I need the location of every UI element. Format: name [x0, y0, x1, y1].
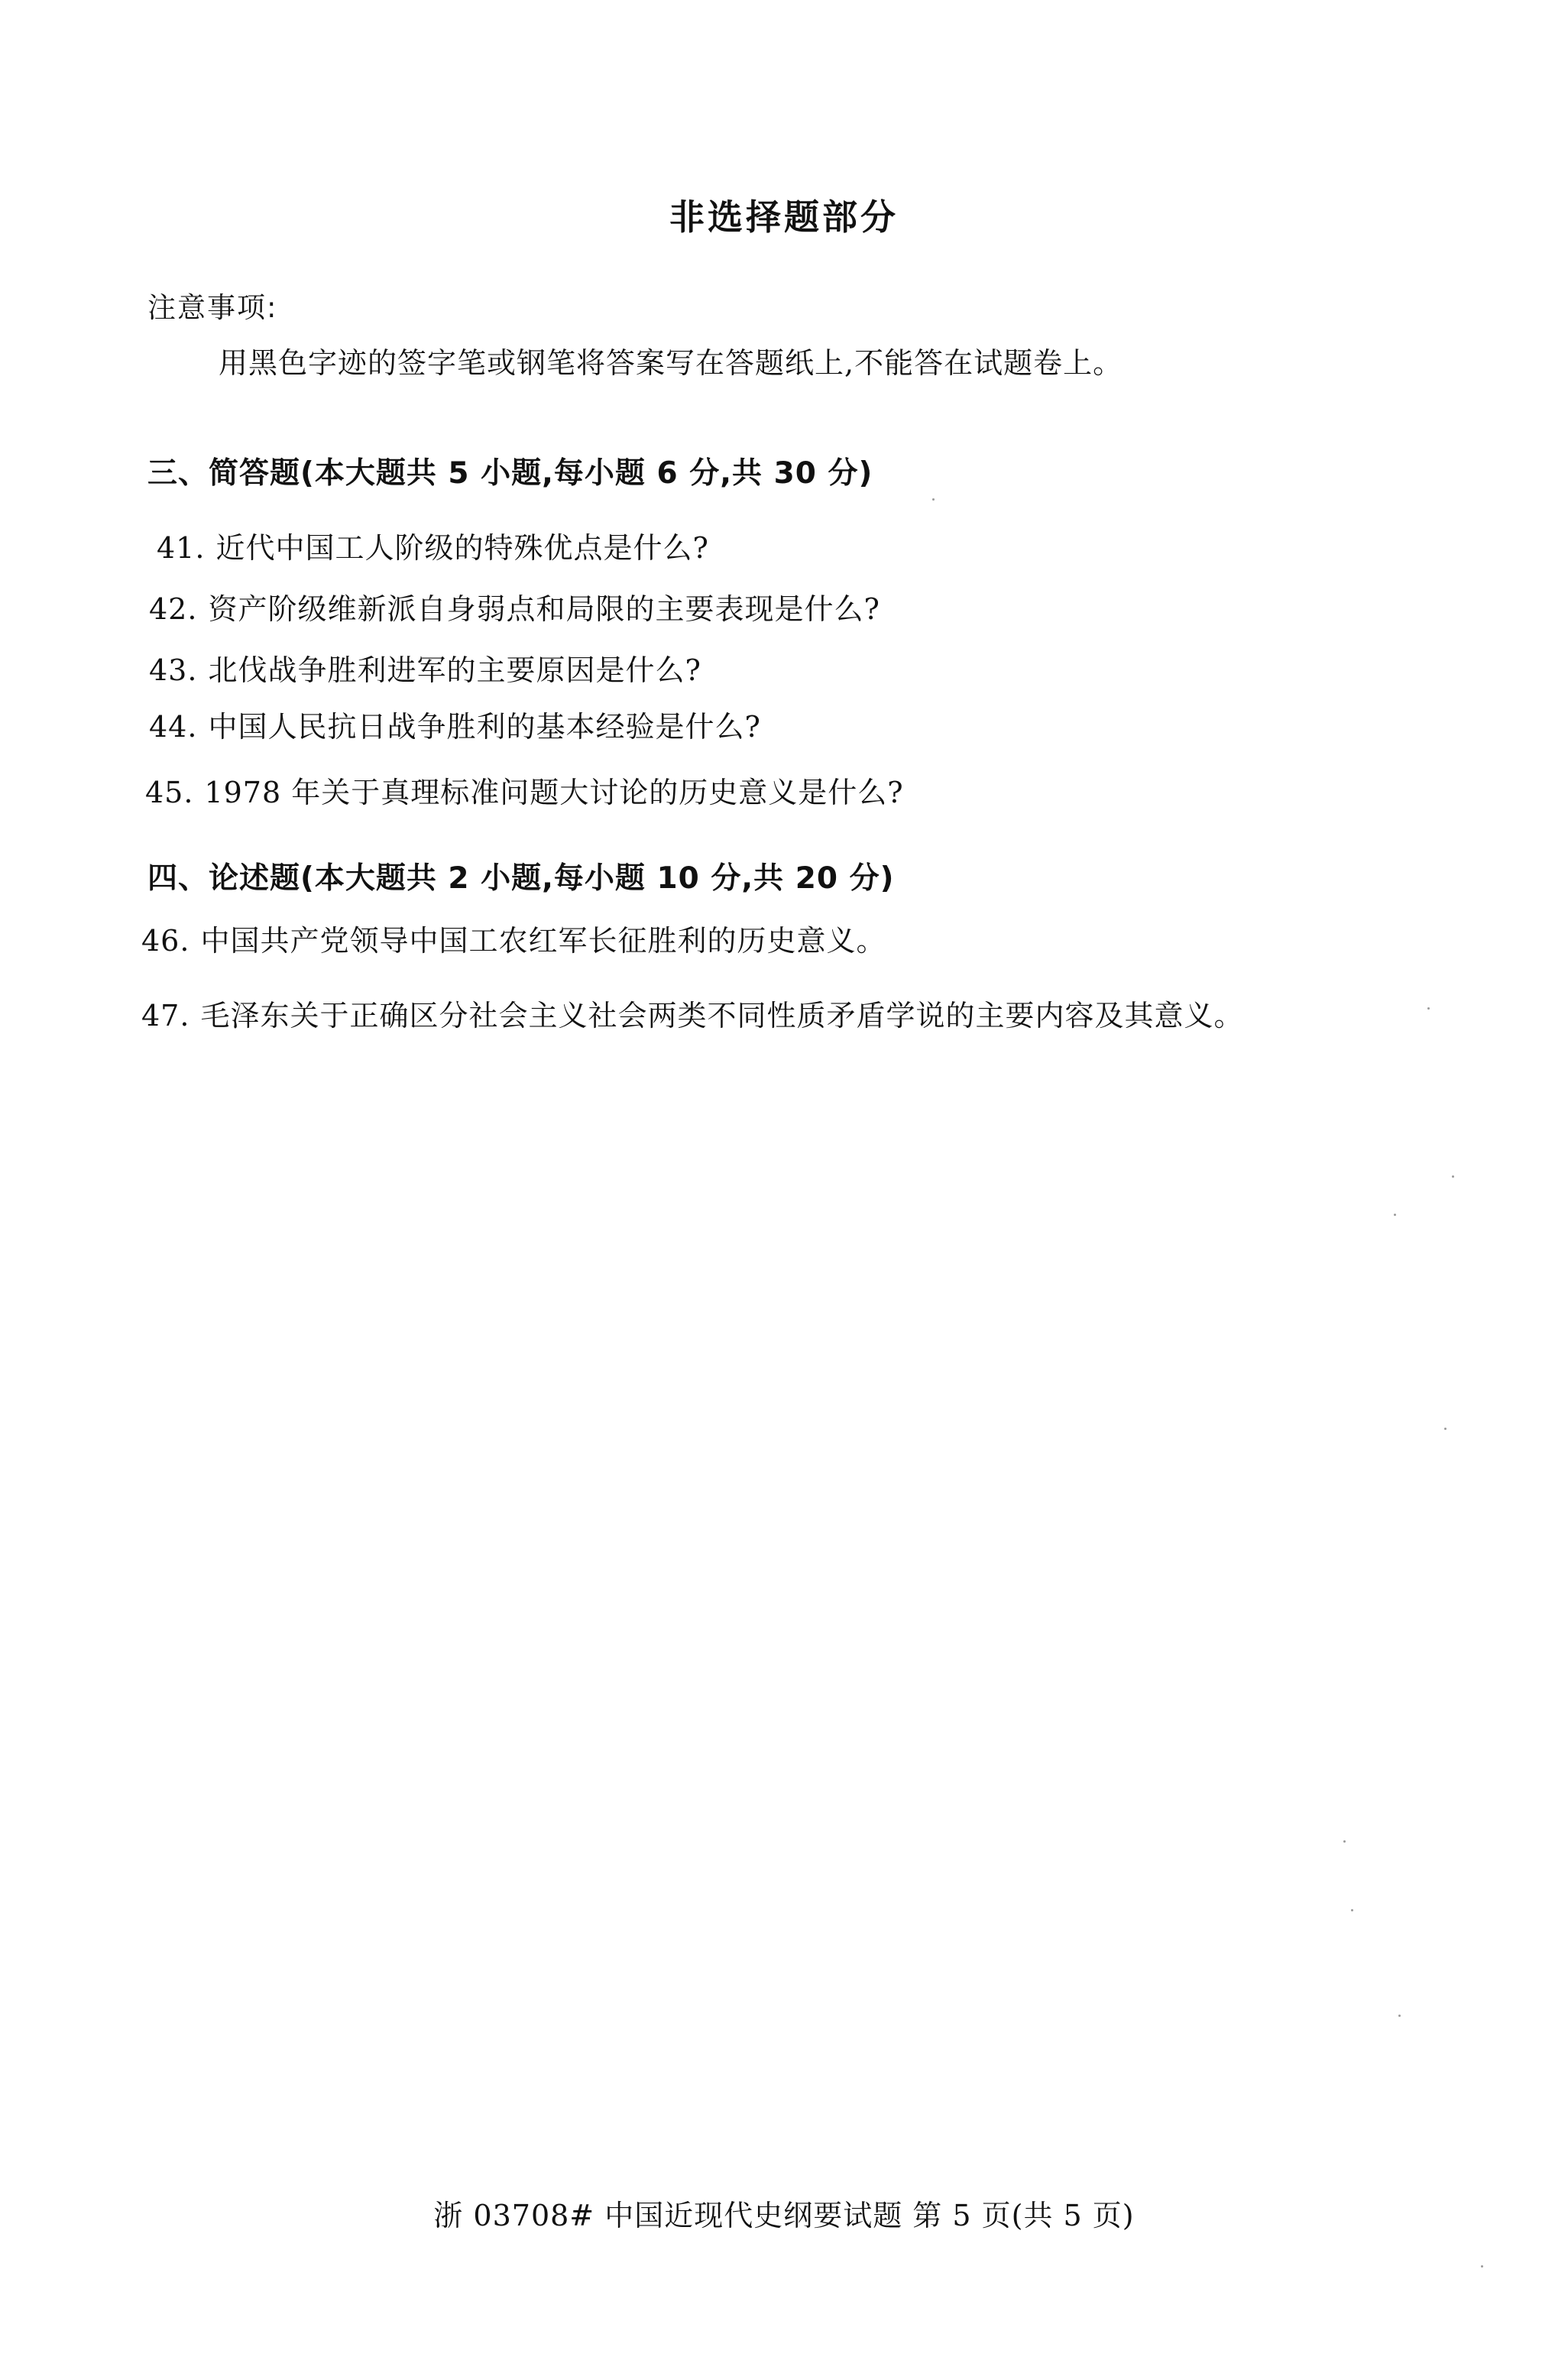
scan-speck	[1452, 1175, 1454, 1178]
question-44	[149, 703, 761, 745]
section-heading-essay: 四、论述题(本大题共 2 小题,每小题 10 分,共 20 分)	[147, 861, 895, 896]
scan-speck	[1427, 1007, 1430, 1010]
scan-speck	[1444, 1428, 1447, 1430]
section-heading-short-answer: 三、简答题(本大题共 5 小题,每小题 6 分,共 30 分)	[147, 456, 873, 491]
page-footer: 浙 03708# 中国近现代史纲要试题 第 5 页(共 5 页)	[433, 2199, 1135, 2232]
page-title: 非选择题部分	[669, 196, 899, 238]
scan-speck	[1398, 2015, 1401, 2017]
question-number: 47.	[141, 999, 190, 1033]
question-42	[149, 585, 880, 627]
question-46	[141, 917, 886, 959]
scan-speck	[1481, 2265, 1483, 2268]
question-43	[149, 647, 701, 689]
question-text: 北伐战争胜利进军的主要原因是什么?	[208, 653, 701, 687]
scan-speck	[932, 498, 935, 501]
scan-speck	[1394, 1214, 1396, 1216]
question-text: 中国共产党领导中国工农红军长征胜利的历史意义。	[200, 924, 886, 958]
scan-speck	[1351, 1909, 1353, 1911]
question-41	[157, 524, 709, 566]
question-text: 近代中国工人阶级的特殊优点是什么?	[215, 531, 709, 565]
question-47	[141, 992, 1243, 1034]
question-number: 41.	[157, 531, 206, 565]
notice-label: 注意事项:	[147, 291, 278, 324]
question-number: 45.	[145, 776, 194, 809]
question-text: 1978 年关于真理标准问题大讨论的历史意义是什么?	[204, 776, 904, 809]
question-number: 44.	[149, 710, 198, 744]
question-number: 42.	[149, 592, 198, 626]
question-text: 资产阶级维新派自身弱点和局限的主要表现是什么?	[208, 592, 880, 626]
question-text: 毛泽东关于正确区分社会主义社会两类不同性质矛盾学说的主要内容及其意义。	[200, 999, 1244, 1033]
scan-speck	[1343, 1840, 1346, 1843]
question-45	[145, 769, 904, 811]
notice-text: 用黑色字迹的签字笔或钢笔将答案写在答题纸上,不能答在试题卷上。	[219, 346, 1123, 380]
question-number: 46.	[141, 924, 190, 958]
question-number: 43.	[149, 653, 198, 687]
question-text: 中国人民抗日战争胜利的基本经验是什么?	[208, 710, 761, 744]
